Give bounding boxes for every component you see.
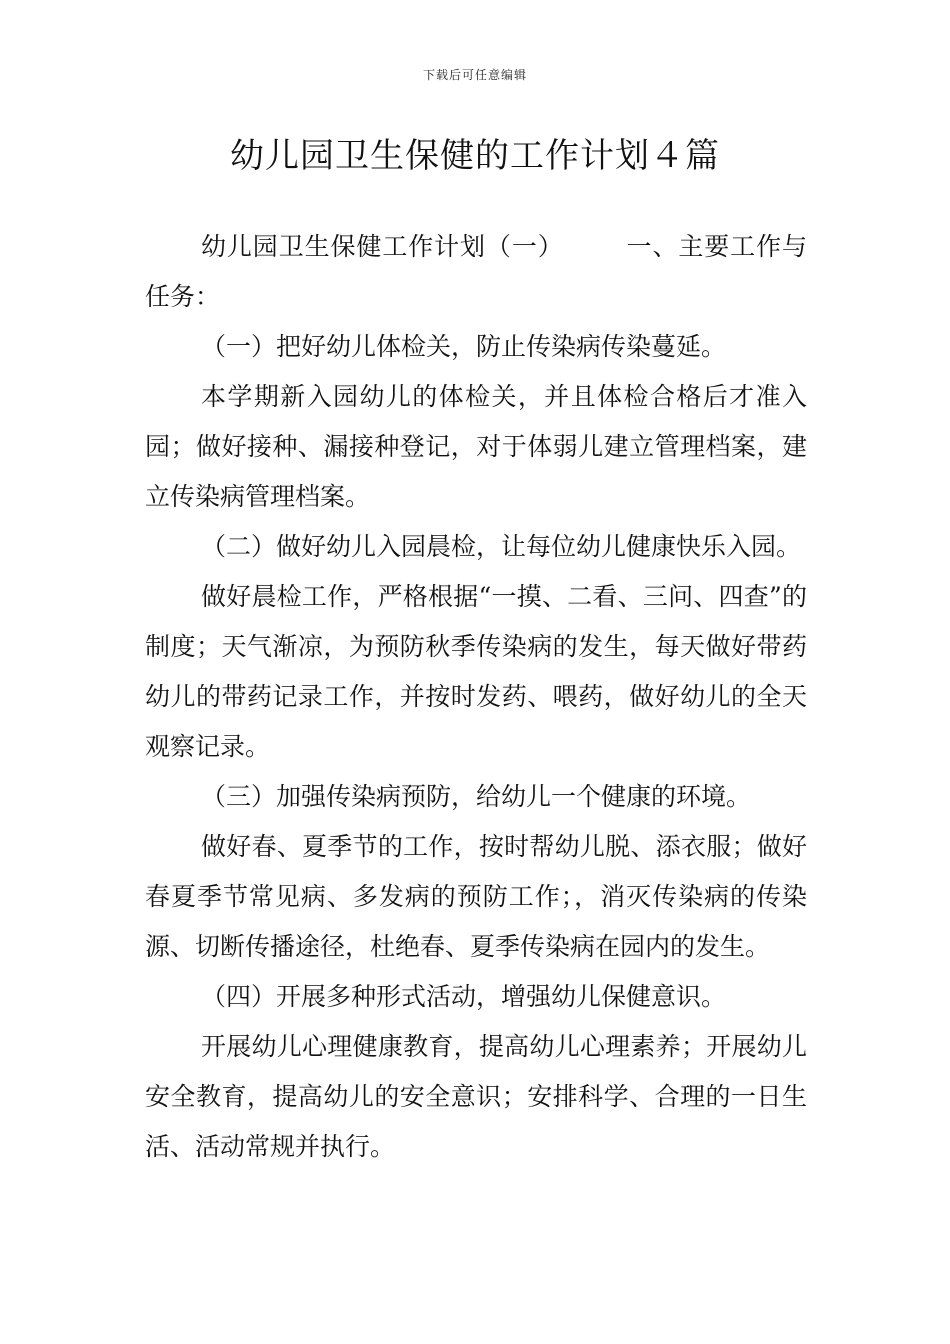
paragraph-intro xyxy=(145,222,807,322)
paragraph-item-heading-3: （三）加强传染病预防，给幼儿一个健康的环境。 xyxy=(201,782,752,811)
paragraph-item-heading-4: （四）开展多种形式活动，增强幼儿保健意识。 xyxy=(201,982,727,1011)
paragraph-text-3: 做好春、夏季节的工作，按时帮幼儿脱、添衣服；做好春夏季节常见病、多发病的预防工作；，消灭传染病的传染源、切断传播途径，杜绝春、夏季传染病在园内的发生。 xyxy=(145,832,807,961)
paragraph-item-heading-2: （二）做好幼儿入园晨检，让每位幼儿健康快乐入园。 xyxy=(201,532,802,561)
paragraph-item-heading-1: （一）把好幼儿体检关，防止传染病传染蔓延。 xyxy=(201,332,727,361)
header-note: 下载后可任意编辑 xyxy=(422,68,527,82)
paragraph-text-2: 做好晨检工作，严格根据“一摸、二看、三问、四查”的制度；天气渐凉，为预防秋季传染病的发生，每天做好带药幼儿的带药记录工作，并按时发药、喂药，做好幼儿的全天观察记录。 xyxy=(145,582,807,761)
section-heading: 幼儿园卫生保健工作计划（一） xyxy=(201,232,564,261)
document-body xyxy=(145,222,807,1172)
paragraph-text-4: 开展幼儿心理健康教育，提高幼儿心理素养；开展幼儿安全教育，提高幼儿的安全意识；安排科学、合理的一日生活、活动常规并执行。 xyxy=(145,1032,807,1161)
paragraph-text-1: 本学期新入园幼儿的体检关，并且体检合格后才准入园；做好接种、漏接种登记，对于体弱儿建立管理档案，建立传染病管理档案。 xyxy=(145,382,807,511)
document-title: 幼儿园卫生保健的工作计划４篇 xyxy=(230,136,720,176)
section-subheading: 一、主要工作与任务： xyxy=(145,232,807,311)
